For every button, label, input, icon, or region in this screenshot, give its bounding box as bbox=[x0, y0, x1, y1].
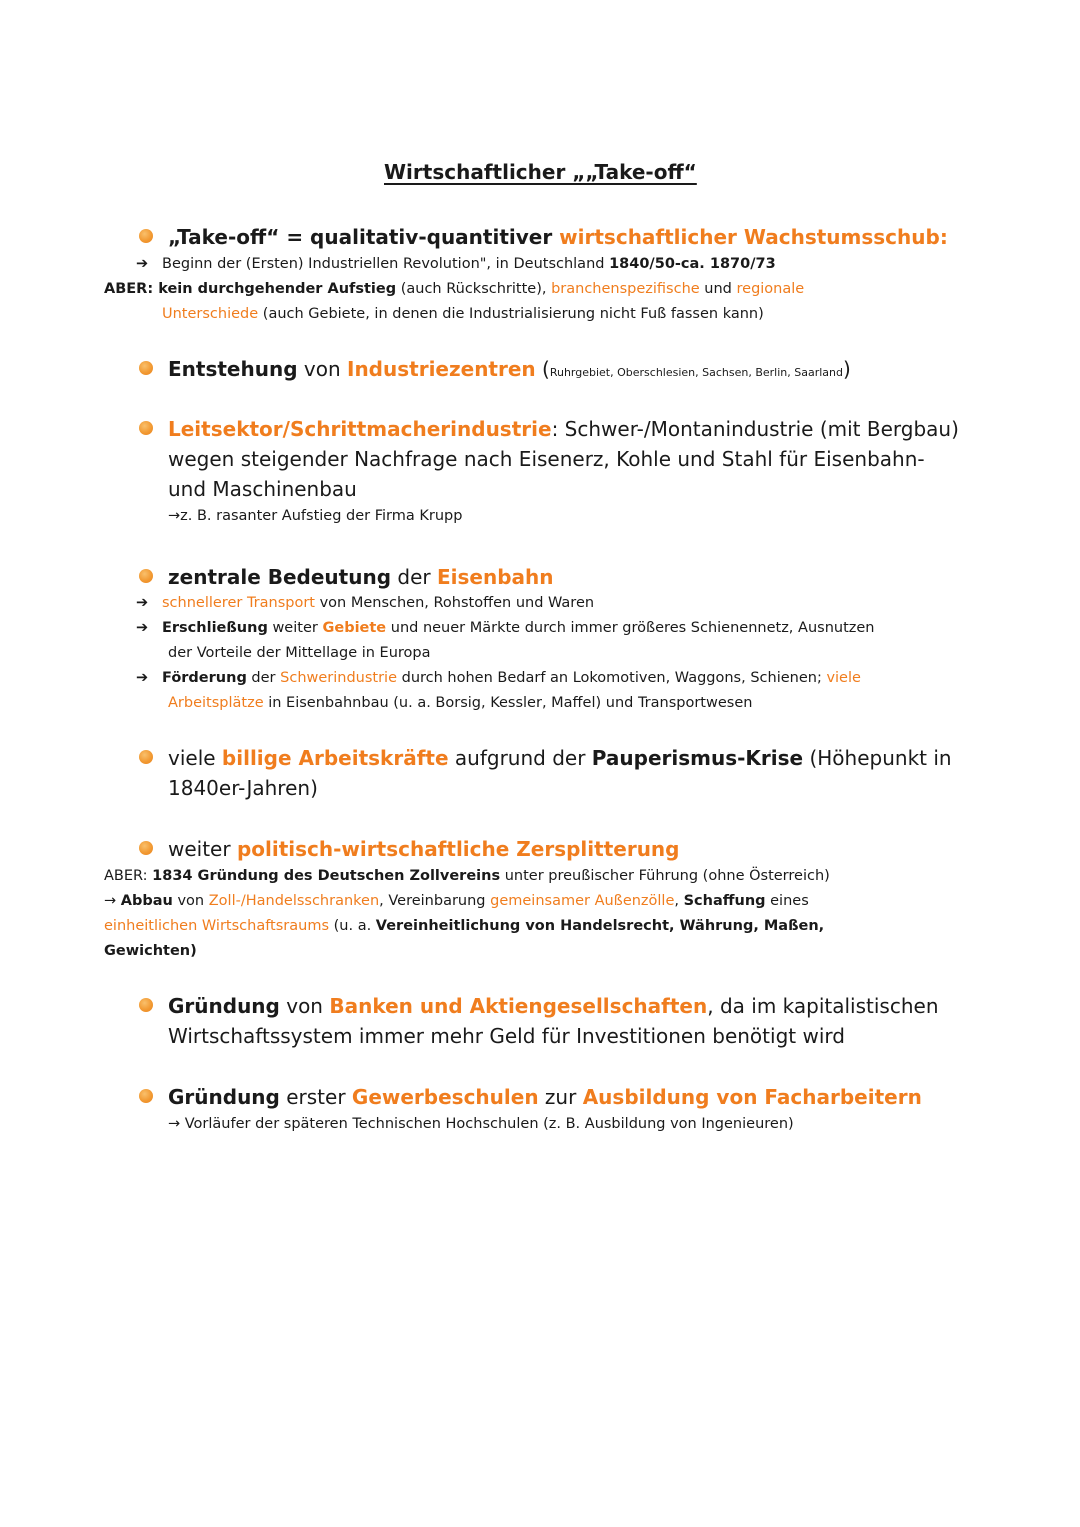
take-off-aber: ABER: kein durchgehender Aufstieg (auch Rückschritte), branchenspezifische und regionale Unterschiede (auch Gebiete, in denen die Industrialisierung nicht Fuß fassen kann) bbox=[104, 281, 805, 322]
section-eisenbahn: zentrale Bedeutung der Eisenbahn bbox=[168, 565, 554, 589]
section-take-off: „Take-off“ = qualitativ-quantitiver wirtschaftlicher Wachstumsschub: bbox=[168, 225, 948, 249]
section-banken: Gründung von Banken und Aktiengesellschaften, da im kapitalistischen Wirtschaftssystem immer mehr Geld für Investitionen benötigt wird bbox=[168, 994, 939, 1048]
bullet-icon bbox=[139, 569, 153, 583]
eisenbahn-details: ➔ schnellerer Transport von Menschen, Rohstoffen und Waren ➔ Erschließung weiter Gebiete und neuer Märkte durch immer größeres Schienennetz, Ausnutzen der Vorteile der Mittellage in Europa ➔ Förderung der Schwerindustrie durch hohen Bedarf an Lokomotiven, Waggons, Schienen; viele Arbeitsplätze in Eisenbahnbau (u. a. Borsig, Kessler, Maffel) und Transportwesen bbox=[136, 591, 874, 716]
section-arbeitskraefte: viele billige Arbeitskräfte aufgrund der Pauperismus-Krise (Höhepunkt in 1840er-Jahren) bbox=[168, 746, 952, 800]
arrow-right-icon: ➔ bbox=[136, 620, 149, 636]
take-off-details: ➔ Beginn der (Ersten) Industriellen Revolution", in Deutschland 1840/50-ca. 1870/73 bbox=[136, 252, 776, 277]
bullet-icon bbox=[139, 361, 153, 375]
bullet-icon bbox=[139, 229, 153, 243]
bullet-icon bbox=[139, 1089, 153, 1103]
arrow-right-icon: ➔ bbox=[136, 256, 149, 272]
section-industriezentren: Entstehung von Industriezentren (Ruhrgebiet, Oberschlesien, Sachsen, Berlin, Saarland) bbox=[168, 357, 851, 381]
bullet-icon bbox=[139, 841, 153, 855]
bullet-icon bbox=[139, 998, 153, 1012]
bullet-icon bbox=[139, 750, 153, 764]
arrow-right-icon: ➔ bbox=[136, 670, 149, 686]
zollverein-details: ABER: 1834 Gründung des Deutschen Zollvereins unter preußischer Führung (ohne Österreich) → Abbau von Zoll-/Handelsschranken, Vereinbarung gemeinsamer Außenzölle, Schaffung eines einheitlichen Wirtschaftsraums (u. a. Vereinheitlichung von Handelsrecht, Währung, Maßen, Gewichten) bbox=[104, 868, 830, 959]
section-leitsektor: Leitsektor/Schrittmacherindustrie: Schwer-/Montanindustrie (mit Bergbau) wegen steigender Nachfrage nach Eisenerz, Kohle und Stahl für Eisenbahn- und Maschinenbau →z. B. rasanter Aufstieg der Firma Krupp bbox=[168, 417, 959, 524]
page-title: Wirtschaftlicher „„Take-off“ bbox=[384, 160, 697, 184]
bullet-icon bbox=[139, 421, 153, 435]
arrow-right-icon: ➔ bbox=[136, 595, 149, 611]
section-gewerbeschulen: Gründung erster Gewerbeschulen zur Ausbildung von Facharbeitern → Vorläufer der späteren Technischen Hochschulen (z. B. Ausbildung von Ingenieuren) bbox=[168, 1085, 922, 1132]
section-zersplitterung: weiter politisch-wirtschaftliche Zersplitterung bbox=[168, 837, 680, 861]
